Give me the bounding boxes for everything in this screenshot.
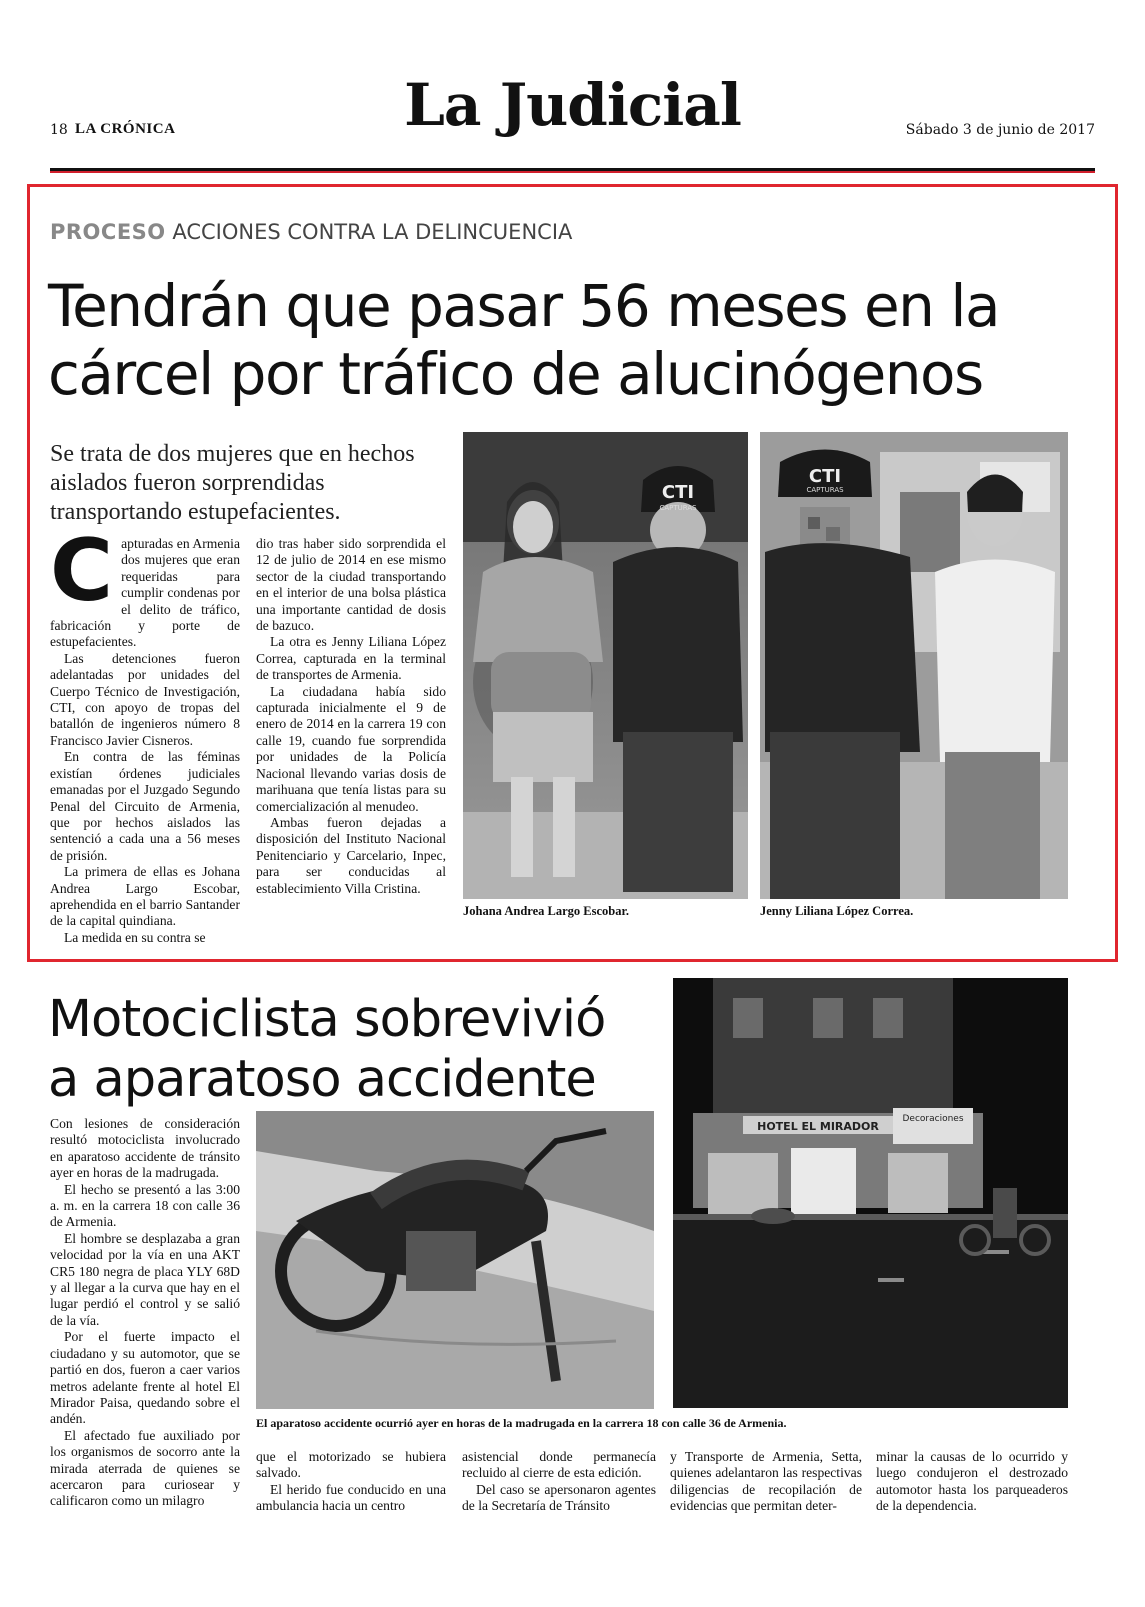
- page-number: 18: [50, 122, 68, 138]
- paragraph: La primera de ellas es Johana Andrea Largo Escobar, aprehendida en el barrio Santander de la capital quindiana.: [50, 864, 240, 929]
- header-rule-accent: [50, 171, 1095, 173]
- cap-logo-text: CTI: [808, 466, 842, 487]
- paragraph: apturadas en Armenia dos mujeres que eran requeridas para cumplir condenas por el delito de tráfico, fabricación y porte de estupefacientes.: [50, 536, 240, 650]
- drop-cap: C: [50, 521, 114, 621]
- paragraph: que el motorizado se hubiera salvado.: [256, 1449, 446, 1481]
- section-title: La Judicial: [404, 71, 741, 139]
- photo-motorcycle-crash-image: [256, 1111, 654, 1409]
- article-headline: [48, 272, 1108, 408]
- paragraph: Por el fuerte impacto el ciudadano y su automotor, que se partió en dos, fueron a caer varios metros adelante frente al hotel El Mirador Paisa, quedando sobre el andén.: [50, 1329, 240, 1427]
- photo-jenny-image: [760, 432, 1068, 899]
- paragraph: dio tras haber sido sorprendida el 12 de julio de 2014 en ese mismo sector de la ciudad transportando en el interior de una bolsa plástica una importante cantidad de dosis de bazuco.: [256, 536, 446, 634]
- photo-johana: [463, 432, 748, 899]
- headline-line: a aparatoso accidente: [48, 1050, 596, 1109]
- paragraph: Ambas fueron dejadas a disposición del Instituto Nacional Penitenciario y Carcelario, Inpec, para ser conducidas al establecimiento Villa Cristina.: [256, 814, 446, 896]
- article-column: [50, 521, 240, 946]
- paragraph: La otra es Jenny Liliana López Correa, capturada en la terminal de transportes de Armenia.: [256, 634, 446, 683]
- paragraph: En contra de las féminas existían órdenes judiciales emanadas por el Juzgado Segundo Penal del Circuito de Armenia, que por hechos aislados las sentenció a cada una a 56 meses de prisión.: [50, 749, 240, 863]
- paragraph: Las detenciones fueron adelantadas por unidades del Cuerpo Técnico de Investigación, CTI, con apoyo de tropas del batallón de ingenieros número 8 Francisco Javier Cisneros.: [50, 650, 240, 748]
- paragraph: y Transporte de Armenia, Setta, quienes adelantaron las respectivas diligencias de recopilación de evidencias que permitan deter-: [670, 1449, 862, 1514]
- paragraph: El hecho se presentó a las 3:00 a. m. en la carrera 18 con calle 36 de Armenia.: [50, 1181, 240, 1230]
- paragraph: El afectado fue auxiliado por los organismos de socorro ante la mirada aterrada de quienes se acercaron para curiosear y calificaron como un milagro: [50, 1427, 240, 1509]
- paragraph: La medida en su contra se: [64, 929, 206, 945]
- article-column: [876, 1449, 1068, 1515]
- paragraph: El herido fue conducido en una ambulancia hacia un centro: [256, 1481, 446, 1514]
- issue-date: Sábado 3 de junio de 2017: [905, 122, 1095, 138]
- article-kicker: [50, 220, 572, 244]
- paragraph: Con lesiones de consideración resultó motociclista involucrado en aparatoso accidente de tránsito ayer en horas de la madrugada.: [50, 1116, 240, 1181]
- photo-motorcycle-crash: [256, 1111, 654, 1409]
- photo-caption: El aparatoso accidente ocurrió ayer en horas de la madrugada en la carrera 18 con calle 36 de Armenia.: [256, 1416, 787, 1430]
- article-column: [670, 1449, 862, 1515]
- paragraph: El hombre se desplazaba a gran velocidad por la vía en una AKT CR5 180 negra de placa YLY 68D y al llegar a la curva que hay en el lugar perdió el control y se salió de la vía.: [50, 1230, 240, 1328]
- paragraph: asistencial donde permanecía recluido al cierre de esta edición.: [462, 1449, 656, 1481]
- photo-street-night-image: [673, 978, 1068, 1408]
- article-column: [256, 536, 446, 897]
- article-deck: Se trata de dos mujeres que en hechos aislados fueron sorprendidas transportando estupefacientes.: [50, 441, 415, 525]
- photo-caption: Johana Andrea Largo Escobar.: [463, 904, 630, 918]
- hotel-sign-text: HOTEL EL MIRADOR: [757, 1120, 879, 1133]
- article-headline: [48, 990, 668, 1110]
- photo-johana-image: [463, 432, 748, 899]
- cap-logo-text: CTI: [661, 482, 695, 503]
- headline-line: Motociclista sobrevivió: [48, 990, 606, 1049]
- kicker-rest: ACCIONES CONTRA LA DELINCUENCIA: [172, 220, 573, 244]
- article-column: [256, 1449, 446, 1515]
- paragraph: La ciudadana había sido capturada inicialmente el 9 de enero de 2014 en la carrera 19 con calle 19, cuando fue sorprendida por unidades de la Policía Nacional llevando varias dosis de marihuana que tenía listas para su comercialización al menudeo.: [256, 683, 446, 814]
- article-column: [50, 1116, 240, 1510]
- newspaper-brand: LA CRÓNICA: [75, 121, 176, 137]
- kicker-strong: PROCESO: [50, 220, 166, 244]
- cap-logo-subtext: CAPTURAS: [659, 504, 697, 512]
- article-column: [462, 1449, 656, 1515]
- cap-logo-subtext: CAPTURAS: [806, 486, 844, 494]
- photo-street-night: [673, 978, 1068, 1408]
- headline-line: Tendrán que pasar 56 meses en la: [48, 272, 1000, 340]
- photo-jenny: [760, 432, 1068, 899]
- paragraph: minar la causas de lo ocurrido y luego condujeron el destrozado automotor hasta los parqueaderos de la dependencia.: [876, 1449, 1068, 1514]
- photo-caption: Jenny Liliana López Correa.: [760, 904, 914, 918]
- shop-sign-text: Decoraciones: [902, 1114, 964, 1124]
- headline-line: cárcel por tráfico de alucinógenos: [48, 340, 983, 408]
- paragraph: Del caso se apersonaron agentes de la Secretaría de Tránsito: [462, 1481, 656, 1514]
